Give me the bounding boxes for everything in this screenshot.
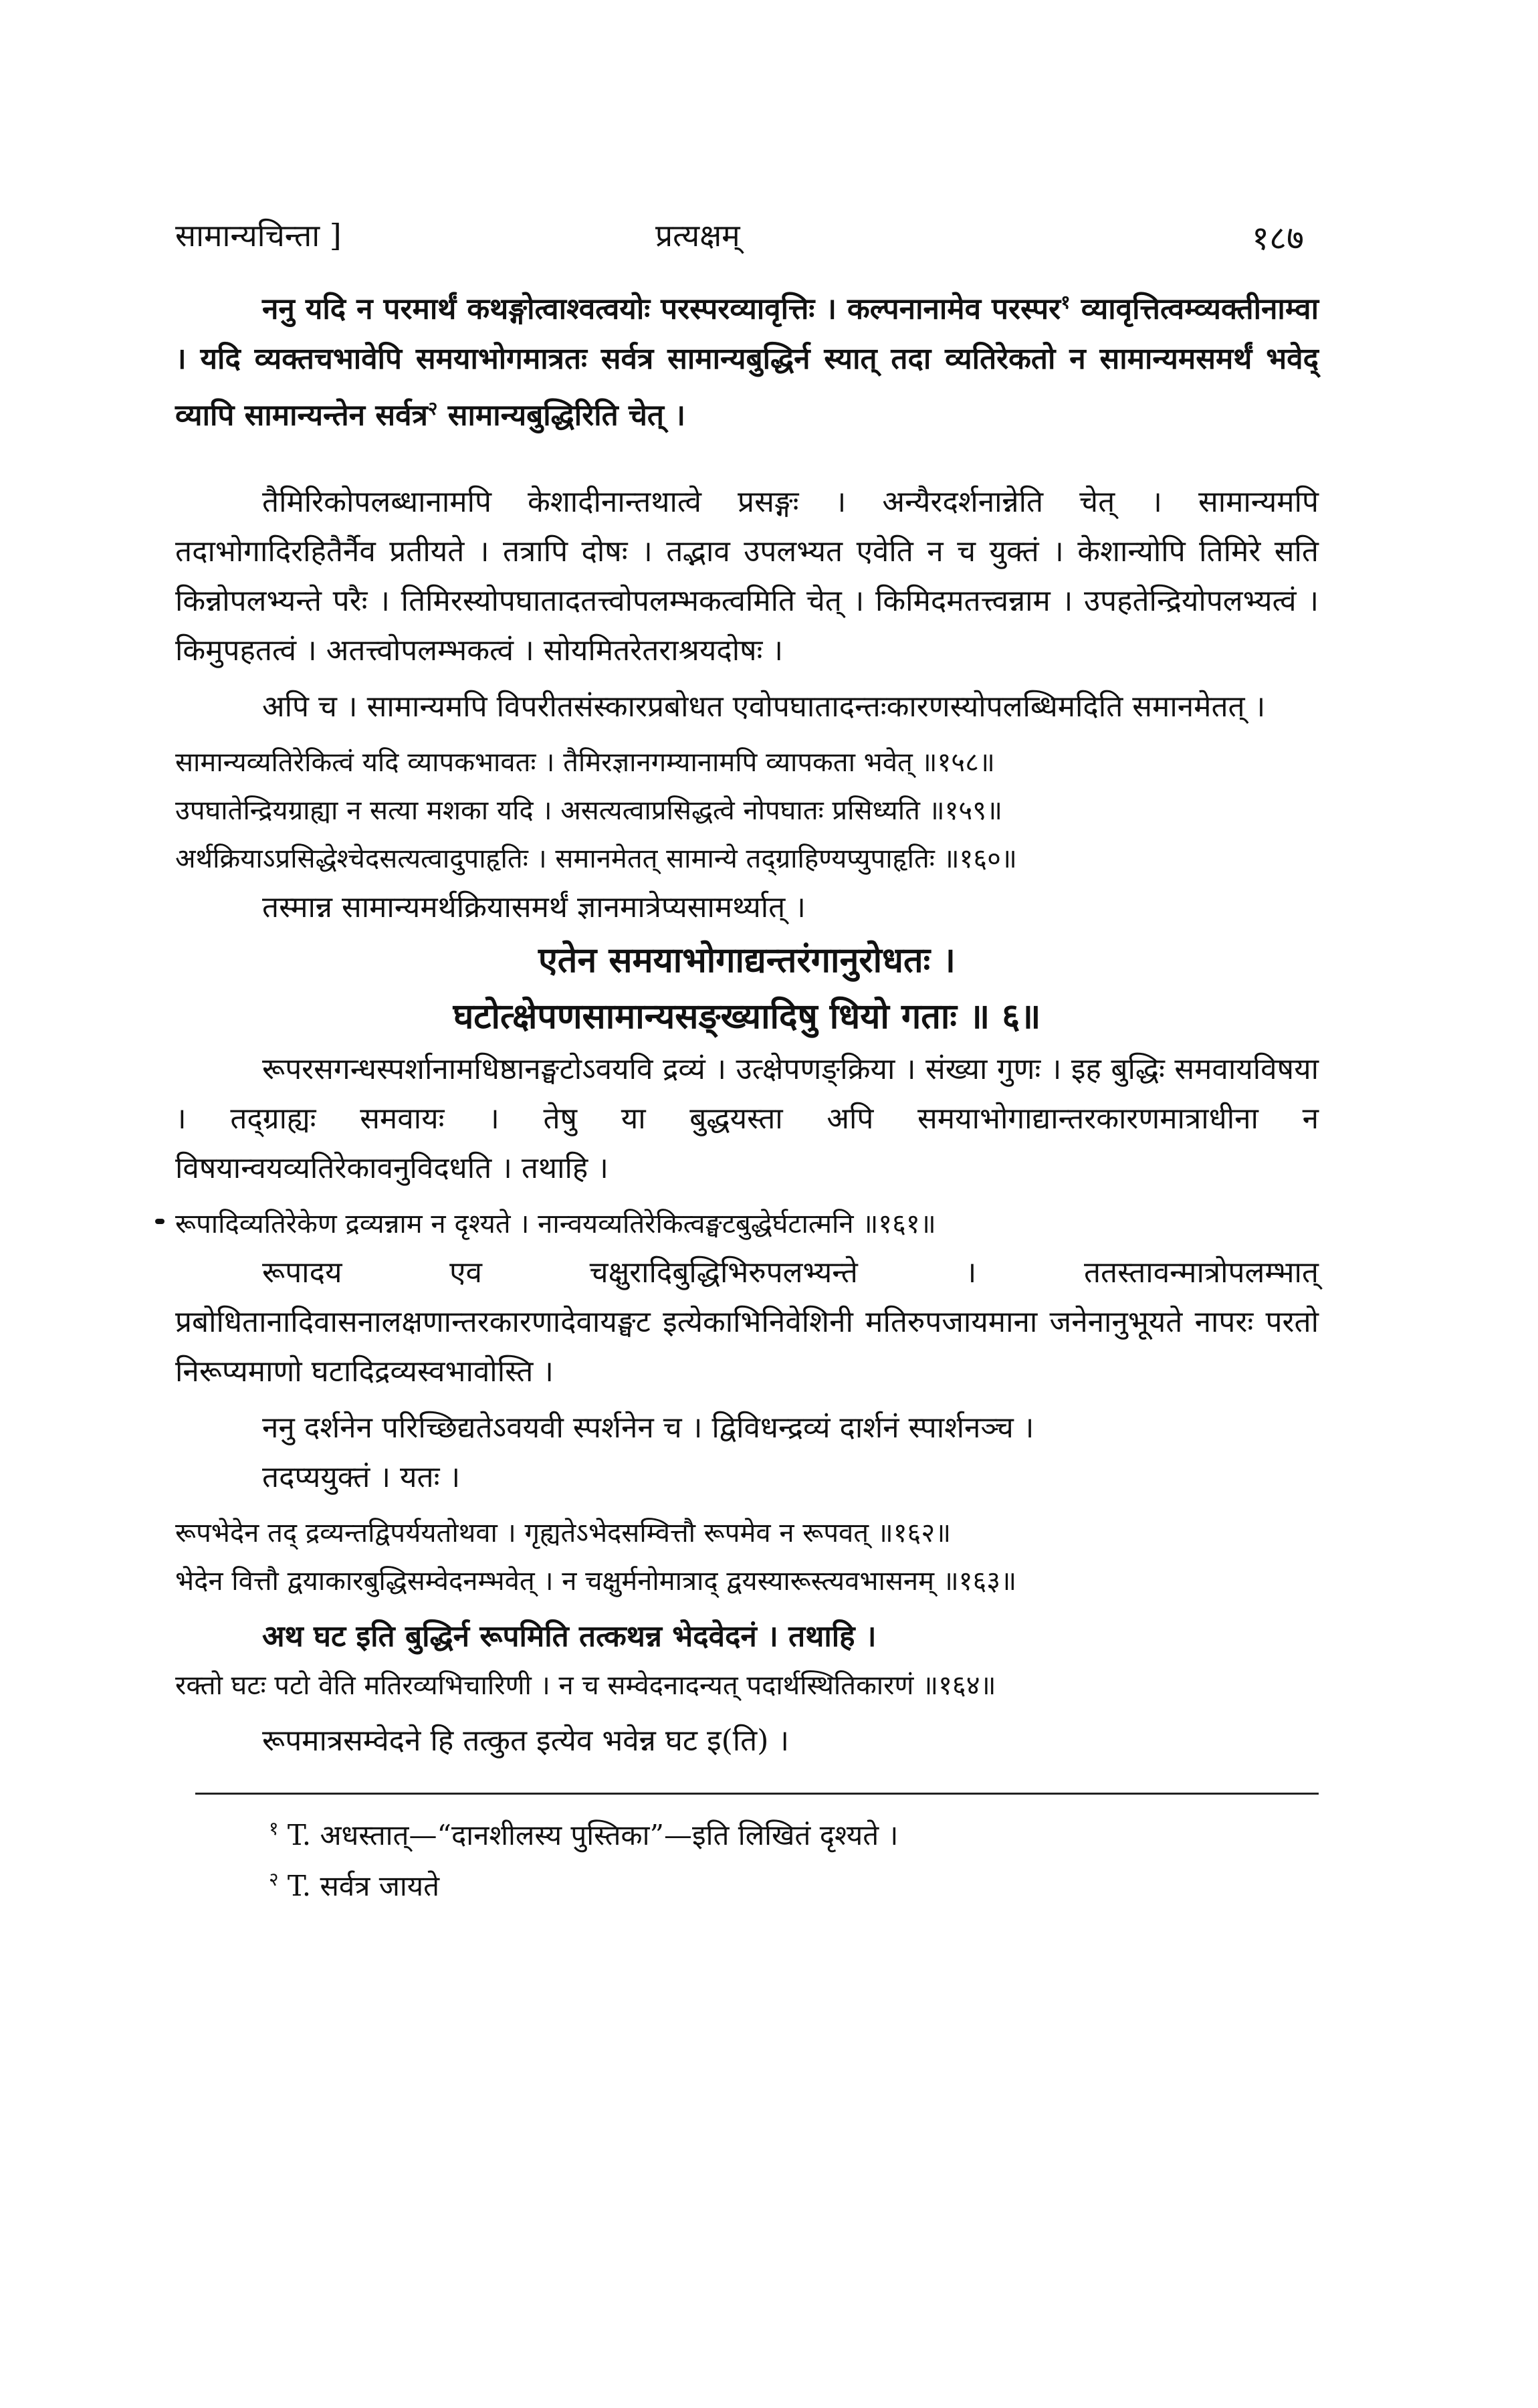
paragraph-text: व्यावृत्तित्वम्व्यक्तीनाम्वा । यदि व्यक्तचभावेपि समयाभोगमात्रतः सर्वत्र सामान्यबुद्धिर्न स्यात् तदा व्यतिरेकतो न सामान्यमसमर्थं भवेद् व्यापि सामान्यन्तेन सर्वत्र — [175, 292, 1319, 433]
verse-160: अर्थक्रियाऽप्रसिद्धेश्चेदसत्यत्वादुपाहृतिः । समानमेतत् सामान्ये तद्ग्राहिण्यप्युपाहृतिः ॥१६०॥ — [175, 843, 1017, 875]
footnote-mark: २ — [269, 1868, 279, 1891]
paragraph-atha: अथ घट इति बुद्धिर्न रूपमिति तत्कथन्न भेदवेदनं । तथाहि । — [262, 1619, 877, 1654]
paragraph-text: ननु यदि न परमार्थं कथङ्गोत्वाश्वत्वयोः परस्परव्यावृत्तिः । कल्पनानामेव परस्पर — [262, 292, 1061, 326]
main-text — [175, 278, 1319, 1908]
paragraph-text: सामान्यबुद्धिरिति चेत् । — [447, 398, 686, 433]
page-number: १८७ — [1252, 219, 1304, 258]
paragraph-conclusion: तस्मान्न सामान्यमर्थक्रियासमर्थं ज्ञानमात्रेप्यसामर्थ्यात् । — [262, 890, 806, 925]
verse-161: रूपादिव्यतिरेकेण द्रव्यन्नाम न दृश्यते । नान्वयव्यतिरेकित्वङ्घटबुद्धेर्घटात्मनि ॥१६१॥ — [175, 1209, 936, 1240]
footnote-mark: १ — [269, 1817, 279, 1840]
running-head-section: सामान्यचिन्ता ] — [175, 217, 342, 254]
footnote-text: T. सर्वत्र जायते — [287, 1870, 440, 1903]
verse-158: सामान्यव्यतिरेकित्वं यदि व्यापकभावतः । तैमिरज्ञानगम्यानामपि व्यापकता भवेत् ॥१५८॥ — [175, 747, 995, 779]
paragraph-objection — [175, 278, 1319, 440]
running-head-title: प्रत्यक्षम् — [655, 217, 740, 254]
verse-162: रूपभेदेन तद् द्रव्यन्तद्विपर्ययतोथवा । गृह्यतेऽभेदसम्वित्तौ रूपमेव न रूपवत् ॥१६२॥ — [175, 1518, 952, 1549]
paragraph-nanu: ननु दर्शनेन परिच्छिद्यतेऽवयवी स्पर्शनेन च । द्विविधन्द्रव्यं दार्शनं स्पार्शनञ्च । — [262, 1411, 1034, 1445]
footnote-ref-2: २ — [427, 397, 438, 419]
karika-line-1: एतेन समयाभोगाद्यन्तरंगानुरोधतः । — [538, 940, 956, 981]
paragraph-tadapi: तदप्ययुक्तं । यतः । — [262, 1460, 461, 1495]
footnote-ref-1: १ — [1061, 291, 1071, 313]
verse-164: रक्तो घटः पटो वेति मतिरव्यभिचारिणी । न च सम्वेदनादन्यत् पदार्थस्थितिकारणं ॥१६४॥ — [175, 1670, 996, 1702]
paragraph-reply: तैमिरिकोपलब्धानामपि केशादीनान्तथात्वे प्रसङ्गः । अन्यैरदर्शनान्नेति चेत् । सामान्यमपि तदाभोगादिरहितैर्नैव प्रतीयते । तत्रापि दोषः । तद्भाव उपलभ्यत एवेति न च युक्तं । केशान्योपि तिमिरे सति किन्नोपलभ्यन्ते परैः । तिमिरस्योपघातादतत्त्वोपलम्भकत्वमिति चेत् । किमिदमतत्त्वन्नाम । उपहतेन्द्रियोपलभ्यत्वं । किमुपहतत्वं । अतत्त्वोपलम्भकत्वं । सोयमितरेतराश्रयदोषः । — [175, 485, 1319, 668]
margin-mark — [155, 1219, 164, 1224]
paragraph-rupa: रूपरसगन्धस्पर्शानामधिष्ठानङ्घटोऽवयवि द्रव्यं । उत्क्षेपणङ्क्रिया । संख्या गुणः । इह बुद्धिः समवायविषया । तद्ग्राह्यः समवायः । तेषु या बुद्धयस्ता अपि समयाभोगाद्यान्तरकारणमात्राधीना न विषयान्वयव्यतिरेकावनुविदधति । तथाहि । — [175, 1052, 1319, 1186]
verse-163: भेदेन वित्तौ द्वयाकारबुद्धिसम्वेदनम्भवेत् । न चक्षुर्मनोमात्राद् द्वयस्यारूस्त्यवभासनम् ॥१६३॥ — [175, 1566, 1017, 1597]
paragraph-api-ca: अपि च । सामान्यमपि विपरीतसंस्कारप्रबोधत एवोपघातादन्तःकारणस्योपलब्धिमदिति समानमेतत् । — [262, 690, 1266, 724]
karika-line-2: घटोत्क्षेपणसामान्यसङ्ख्यादिषु धियो गताः ॥ ६॥ — [453, 996, 1041, 1037]
footnote-rule — [195, 1793, 1319, 1795]
footnote-2 — [175, 1858, 1319, 1908]
footnote-text: T. अधस्तात्—“दानशीलस्य पुस्तिका”—इति लिखितं दृश्यते । — [287, 1819, 899, 1852]
footnote-1 — [175, 1807, 1319, 1858]
paragraph-rupamatra: रूपमात्रसम्वेदने हि तत्कुत इत्येव भवेन्न घट इ(ति) । — [262, 1724, 790, 1759]
paragraph-rupadaya: रूपादय एव चक्षुरादिबुद्धिभिरुपलभ्यन्ते । ततस्तावन्मात्रोपलम्भात् प्रबोधितानादिवासनालक्षणान्तरकारणादेवायङ्घट इत्येकाभिनिवेशिनी मतिरुपजायमाना जनेनानुभूयते नापरः परतो निरूप्यमाणो घटादिद्रव्यस्वभावोस्ति । — [175, 1256, 1319, 1389]
verse-159: उपघातेन्द्रियग्राह्या न सत्या मशका यदि । असत्यत्वाप्रसिद्धत्वे नोपघातः प्रसिध्यति ॥१५९॥ — [175, 795, 1002, 827]
